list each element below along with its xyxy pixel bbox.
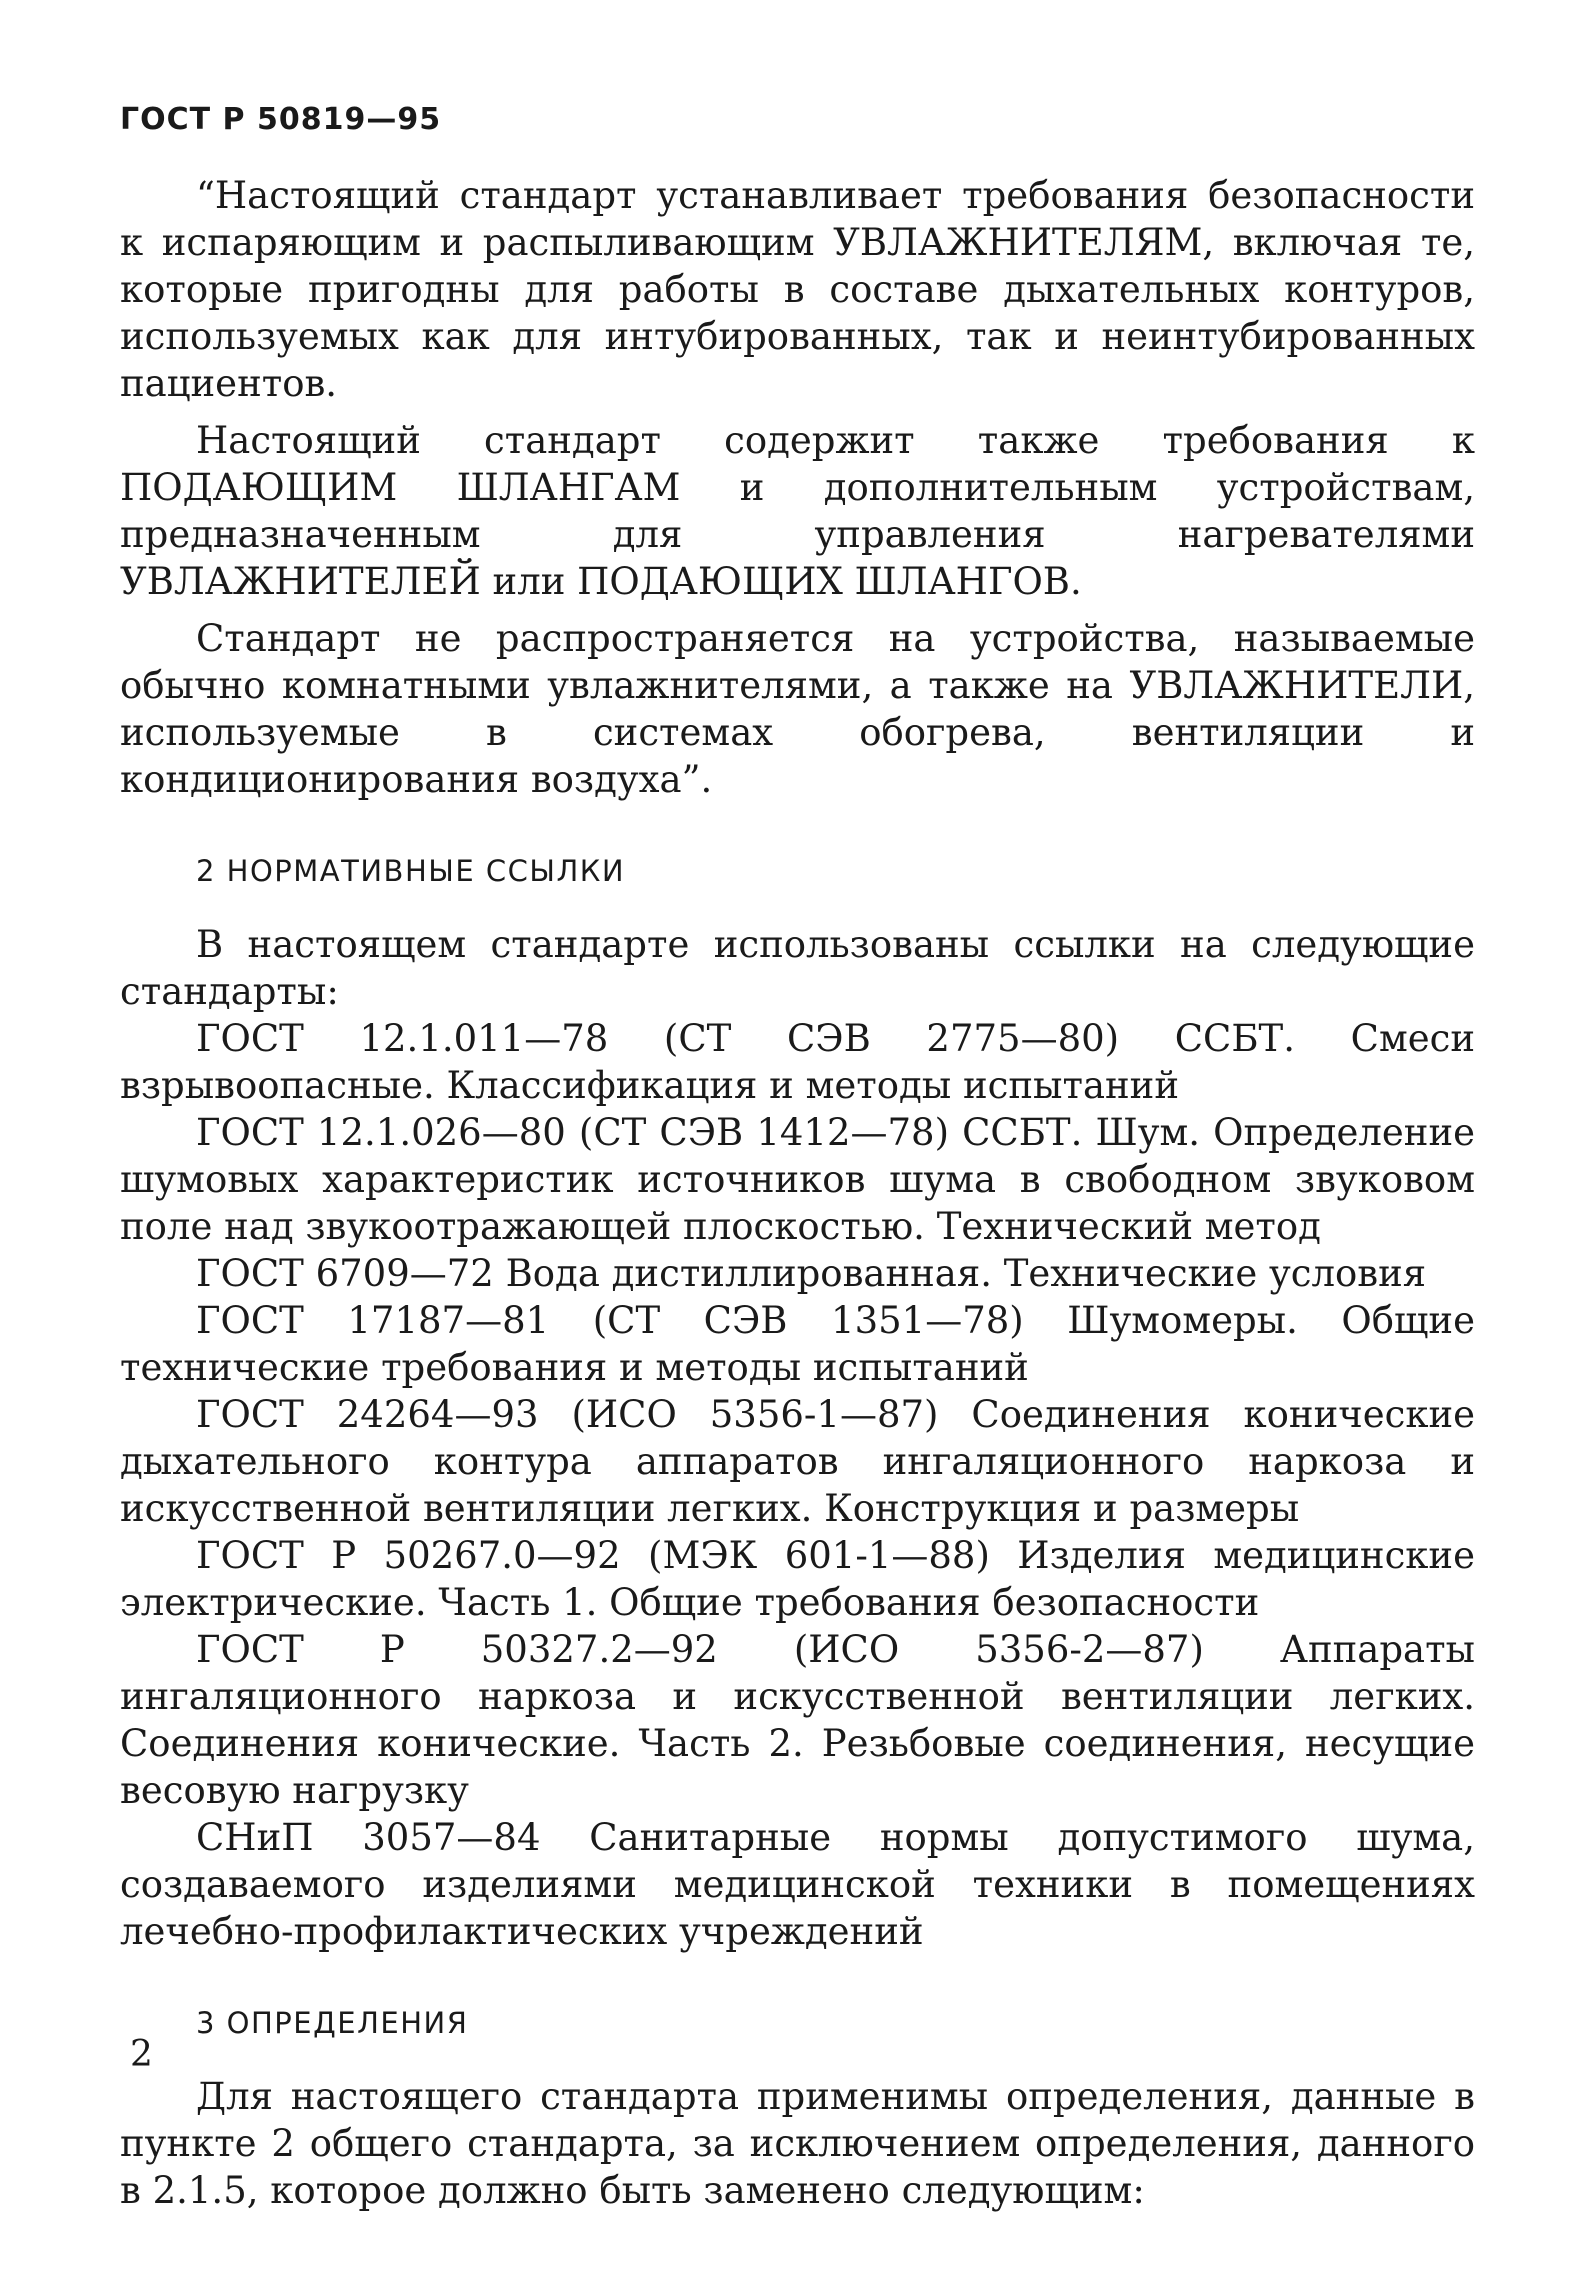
reference-item: ГОСТ 12.1.026—80 (СТ СЭВ 1412—78) ССБТ. Шум. Определение шумовых характеристик источников шума в свободном звуковом поле над звукоотражающей плоскостью. Технический метод [120, 1111, 1475, 1248]
section-3-text: Для настоящего стандарта применимы определения, данные в пункте 2 общего стандарта, за исключением определения, данного в 2.1.5, которое должно быть заменено следующим: [120, 2075, 1475, 2212]
reference-item: ГОСТ 6709—72 Вода дистиллированная. Технические условия [196, 1252, 1427, 1295]
scope-paragraph-1: “Настоящий стандарт устанавливает требования безопасности к испаряющим и распыливающим УВЛАЖНИТЕЛЯМ, включая те, которые пригодны для работы в составе дыхательных контуров, используемых как для интубированных, так и неинтубированных пациентов. [120, 174, 1475, 405]
document-body [120, 172, 1475, 2214]
scope-paragraph-2: Настоящий стандарт содержит также требования к ПОДАЮЩИМ ШЛАНГАМ и дополнительным устройствам, предназначенным для управления нагревателями УВЛАЖНИТЕЛЕЙ или ПОДАЮЩИХ ШЛАНГОВ. [120, 419, 1475, 603]
scope-paragraph-3: Стандарт не распространяется на устройства, называемые обычно комнатными увлажнителями, а также на УВЛАЖНИТЕЛИ, используемые в системах обогрева, вентиляции и кондиционирования воздуха”. [120, 617, 1475, 801]
reference-item: ГОСТ 24264—93 (ИСО 5356-1—87) Соединения конические дыхательного контура аппаратов ингаляционного наркоза и искусственной вентиляции легких. Конструкция и размеры [120, 1393, 1475, 1530]
section-2-title: 2 НОРМАТИВНЫЕ ССЫЛКИ [196, 854, 626, 888]
document-header: ГОСТ Р 50819—95 [120, 102, 442, 137]
reference-item: ГОСТ 12.1.011—78 (СТ СЭВ 2775—80) ССБТ. Смеси взрывоопасные. Классификация и методы испытаний [120, 1017, 1475, 1107]
page-number: 2 [130, 2034, 153, 2075]
reference-item: ГОСТ 17187—81 (СТ СЭВ 1351—78) Шумомеры. Общие технические требования и методы испытаний [120, 1299, 1475, 1389]
reference-item: СНиП 3057—84 Санитарные нормы допустимого шума, создаваемого изделиями медицинской техники в помещениях лечебно-профилактических учреждений [120, 1816, 1475, 1953]
section-3-title: 3 ОПРЕДЕЛЕНИЯ [196, 2006, 469, 2040]
section-2-intro: В настоящем стандарте использованы ссылки на следующие стандарты: [120, 923, 1475, 1013]
reference-item: ГОСТ Р 50267.0—92 (МЭК 601-1—88) Изделия медицинские электрические. Часть 1. Общие требования безопасности [120, 1534, 1475, 1624]
reference-item: ГОСТ Р 50327.2—92 (ИСО 5356-2—87) Аппараты ингаляционного наркоза и искусственной вентиляции легких. Соединения конические. Часть 2. Резьбовые соединения, несущие весовую нагрузку [120, 1628, 1475, 1812]
